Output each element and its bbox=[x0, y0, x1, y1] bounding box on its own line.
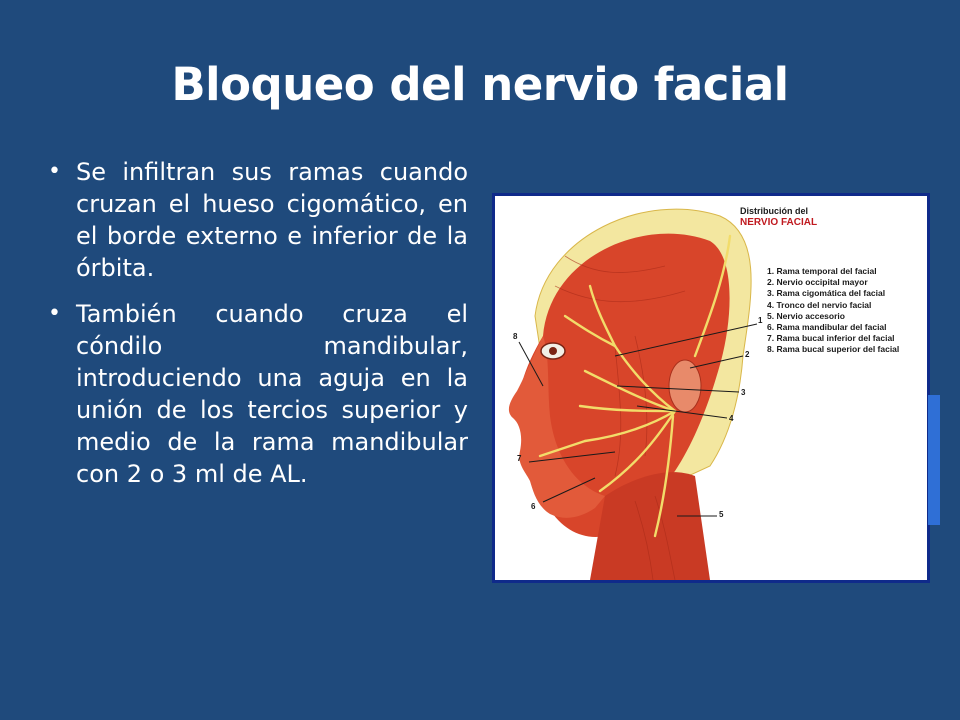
legend-item: 1. Rama temporal del facial bbox=[767, 266, 877, 276]
edge-accent-decoration bbox=[928, 395, 940, 525]
figure-label-1: 1 bbox=[758, 316, 763, 325]
legend-item: 2. Nervio occipital mayor bbox=[767, 277, 868, 288]
legend-item: 7. Rama bucal inferior del facial bbox=[767, 333, 895, 344]
figure-label-3: 3 bbox=[741, 388, 746, 397]
figure-label-8: 8 bbox=[513, 332, 518, 341]
figure-heading-line1: Distribución del bbox=[740, 206, 809, 216]
legend-item: 4. Tronco del nervio facial bbox=[767, 299, 872, 310]
figure-label-6: 6 bbox=[531, 502, 536, 511]
bullet-list bbox=[48, 156, 468, 504]
bullet-text: También cuando cruza el cóndilo mandibular, introduciendo una aguja en la unión de los tercios superior y medio de la rama mandibular con 2 o 3 ml de AL. bbox=[76, 300, 468, 488]
figure-label-7: 7 bbox=[517, 454, 522, 463]
eye-pupil-shape bbox=[549, 347, 557, 355]
slide-title: Bloqueo del nervio facial bbox=[171, 58, 789, 111]
bullet-icon: • bbox=[48, 301, 61, 326]
legend-item: 6. Rama mandibular del facial bbox=[767, 322, 887, 333]
legend-item: 5. Nervio accesorio bbox=[767, 310, 845, 321]
legend-item: 8. Rama bucal superior del facial bbox=[767, 344, 900, 355]
figure-label-2: 2 bbox=[745, 350, 750, 359]
bullet-icon: • bbox=[48, 159, 61, 184]
bullet-item bbox=[48, 156, 468, 284]
figure-heading bbox=[740, 206, 817, 228]
bullet-text: Se infiltran sus ramas cuando cruzan el hueso cigomático, en el borde externo e inferior de la órbita. bbox=[76, 158, 468, 282]
legend-item: 3. Rama cigomática del facial bbox=[767, 288, 886, 299]
figure-heading-line2: NERVIO FACIAL bbox=[740, 217, 818, 228]
figure-label-5: 5 bbox=[719, 510, 724, 519]
ear-shape bbox=[669, 360, 701, 412]
head-anatomy-drawing bbox=[495, 196, 927, 580]
bullet-item bbox=[48, 298, 468, 490]
facial-nerve-illustration bbox=[492, 193, 930, 583]
figure-legend bbox=[767, 266, 899, 356]
figure-label-4: 4 bbox=[729, 414, 734, 423]
